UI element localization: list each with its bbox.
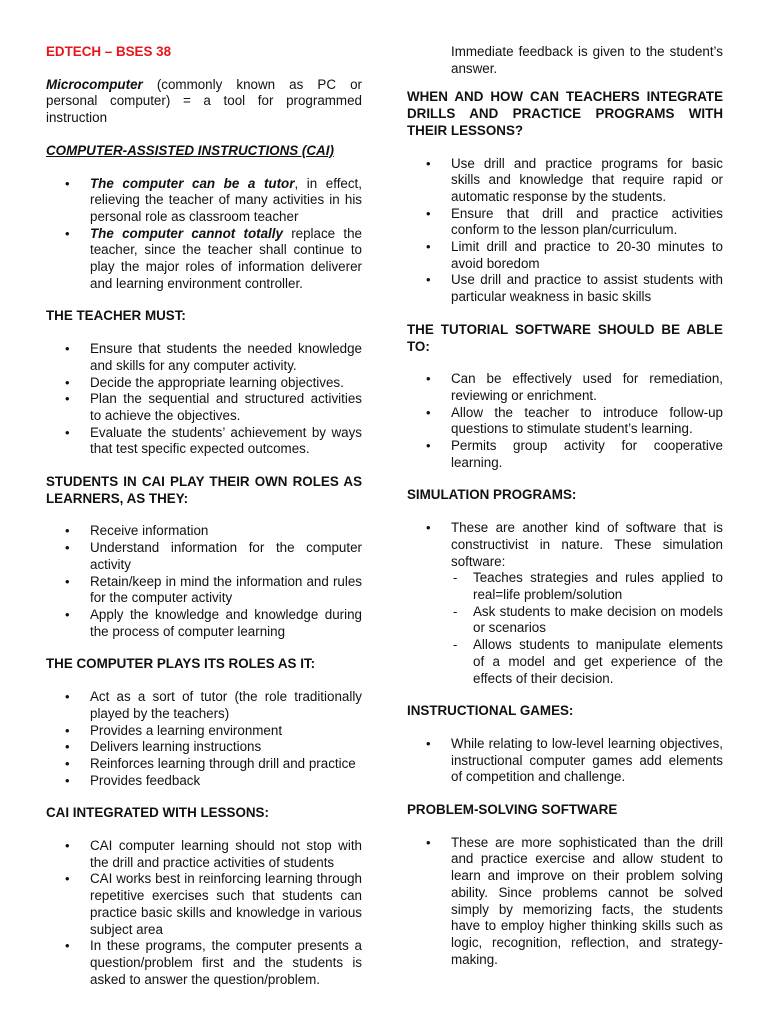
sublist-item: - Teaches strategies and rules applied to real=life problem/solution — [407, 570, 723, 603]
list-item: • Receive information — [46, 523, 362, 540]
tutorial-heading: THE TUTORIAL SOFTWARE SHOULD BE ABLE TO: — [407, 321, 723, 354]
list-item-text: replace the teacher, since the teacher shall continue to play the major roles of information deliverer and learning environment controller. — [90, 225, 362, 291]
list-item: • Ensure that students the needed knowledge and skills for any computer activity. — [46, 341, 362, 374]
document-title: EDTECH – BSES 38 — [46, 44, 172, 59]
computer-list — [46, 689, 362, 789]
list-item: • Allow the teacher to introduce follow-up questions to stimulate student’s learning. — [407, 405, 723, 438]
list-item: • Retain/keep in mind the information and rules for the computer activity — [46, 574, 362, 607]
students-list — [46, 523, 362, 640]
lessons-list — [46, 838, 362, 988]
list-item: • CAI computer learning should not stop with the drill and practice activities of students — [46, 838, 362, 871]
problem-solving-list — [407, 835, 723, 969]
teacher-list — [46, 341, 362, 458]
list-item: • Evaluate the students’ achievement by ways that test specific expected outcomes. — [46, 425, 362, 458]
list-item: • Decide the appropriate learning objectives. — [46, 375, 362, 392]
list-item-text: , in effect, relieving the teacher of many activities in his personal role as classroom teacher — [90, 175, 362, 224]
list-item: • Reinforces learning through drill and practice — [46, 756, 362, 773]
games-list — [407, 736, 723, 786]
right-column — [407, 44, 723, 984]
list-item — [46, 176, 362, 226]
list-item: • In these programs, the computer presents a question/problem first and the students is asked to answer the question/problem. — [46, 938, 362, 988]
lessons-heading: CAI INTEGRATED WITH LESSONS: — [46, 805, 269, 821]
list-item — [46, 226, 362, 293]
simulation-heading: SIMULATION PROGRAMS: — [407, 487, 577, 503]
intro-term: Microcomputer — [46, 76, 143, 92]
list-item: • Can be effectively used for remediation, reviewing or enrichment. — [407, 371, 723, 404]
sublist-item: - Allows students to manipulate elements of a model and get experience of the effects of their decision. — [407, 637, 723, 687]
list-item: • Provides feedback — [46, 773, 362, 790]
simulation-sublist — [407, 570, 723, 687]
list-item: • Limit drill and practice to 20-30 minutes to avoid boredom — [407, 239, 723, 272]
list-item: • CAI works best in reinforcing learning through repetitive exercises such that students can practice basic skills and knowledge in various subject area — [46, 871, 362, 938]
list-item: • Plan the sequential and structured activities to achieve the objectives. — [46, 391, 362, 424]
cai-heading: COMPUTER-ASSISTED INSTRUCTIONS (CAI) — [46, 142, 334, 158]
computer-heading: THE COMPUTER PLAYS ITS ROLES AS IT: — [46, 656, 316, 672]
tutorial-list — [407, 371, 723, 471]
cai-list — [46, 176, 362, 293]
sublist-item: - Ask students to make decision on models or scenarios — [407, 604, 723, 637]
list-item: • Delivers learning instructions — [46, 739, 362, 756]
games-heading: INSTRUCTIONAL GAMES: — [407, 703, 574, 719]
intro-text: (commonly known as PC or personal computer) = a tool for programmed instruction — [46, 76, 362, 126]
list-item: • Use drill and practice to assist students with particular weakness in basic skills — [407, 272, 723, 305]
list-item: • These are more sophisticated than the drill and practice exercise and allow student to learn and improve on their problem solving ability. Since problems cannot be solved simply by memorizing facts, the students have to employ higher thinking skills such as logic, recognition, reflection, and strategy-making. — [407, 835, 723, 969]
drills-heading: WHEN AND HOW CAN TEACHERS INTEGRATE DRILLS AND PRACTICE PROGRAMS WITH THEIR LESSONS? — [407, 89, 723, 138]
list-item — [407, 520, 723, 570]
list-item: • Act as a sort of tutor (the role traditionally played by the teachers) — [46, 689, 362, 722]
list-item: • While relating to low-level learning objectives, instructional computer games add elements of competition and challenge. — [407, 736, 723, 786]
list-item: • Apply the knowledge and knowledge during the process of computer learning — [46, 607, 362, 640]
intro-paragraph — [46, 77, 362, 127]
list-item-text: These are another kind of software that is constructivist in nature. These simulation software: — [451, 520, 723, 569]
list-item-emphasis: The computer can be a tutor — [90, 175, 295, 191]
teacher-heading: THE TEACHER MUST: — [46, 308, 186, 324]
list-item: • Permits group activity for cooperative learning. — [407, 438, 723, 471]
continued-text: Immediate feedback is given to the student’s answer. — [451, 44, 723, 76]
list-item: • Use drill and practice programs for basic skills and knowledge that require rapid or automatic response by the students. — [407, 156, 723, 206]
problem-solving-heading: PROBLEM-SOLVING SOFTWARE — [407, 802, 618, 818]
simulation-list — [407, 520, 723, 570]
students-heading: STUDENTS IN CAI PLAY THEIR OWN ROLES AS LEARNERS, AS THEY: — [46, 474, 362, 506]
left-column — [46, 44, 362, 1004]
list-item: • Provides a learning environment — [46, 723, 362, 740]
drills-list — [407, 156, 723, 306]
list-item: • Understand information for the computer activity — [46, 540, 362, 573]
list-item-emphasis: The computer cannot totally — [90, 225, 283, 241]
list-item: • Ensure that drill and practice activities conform to the lesson plan/curriculum. — [407, 206, 723, 239]
